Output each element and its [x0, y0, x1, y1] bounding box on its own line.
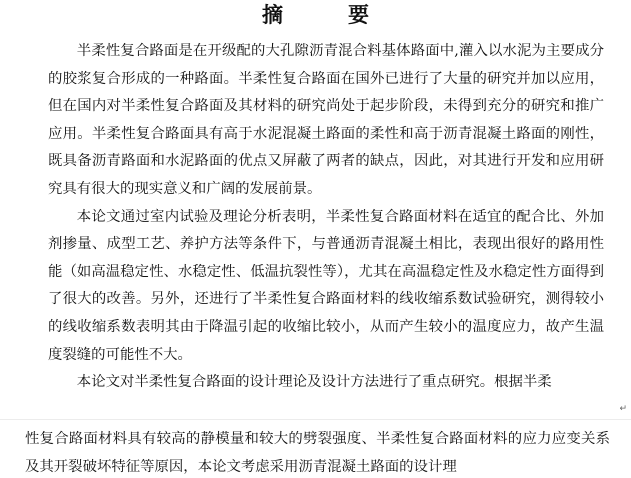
abstract-title: 摘 要 — [262, 3, 391, 27]
continued-paragraph: 性复合路面材料具有较高的静模量和较大的劈裂强度、半柔性复合路面材料的应力应变关系及其开裂破坏特征等原因，本论文考虑采用沥青混凝土路面的设计理 — [25, 431, 610, 475]
abstract-paragraph-1: 半柔性复合路面是在开级配的大孔隙沥青混合料基体路面中,灌入以水泥为主要成分的胶浆复合形成的一种路面。半柔性复合路面在国外已进行了大量的研究并加以应用，但在国内对半柔性复合路面及其材料的研究尚处于起步阶段，未得到充分的研究和推广应用。半柔性复合路面具有高于水泥混凝土路面的柔性和高于沥青混凝土路面的刚性，既具备沥青路面和水泥路面的优点又屏蔽了两者的缺点，因此，对其进行开发和应用研究具有很大的现实意义和广阔的发展前景。 — [48, 43, 604, 197]
abstract-body — [48, 38, 604, 397]
paragraph-mark-icon: ↵ — [619, 404, 627, 414]
page-divider — [0, 419, 631, 420]
abstract-paragraph-3: 本论文对半柔性复合路面的设计理论及设计方法进行了重点研究。根据半柔 — [76, 374, 552, 391]
abstract-paragraph-2: 本论文通过室内试验及理论分析表明，半柔性复合路面材料在适宜的配合比、外加剂掺量、成型工艺、养护方法等条件下，与普通沥青混凝土相比，表现出很好的路用性能（如高温稳定性、水稳定性、低温抗裂性等），尤其在高温稳定性及水稳定性方面得到了很大的改善。另外，还进行了半柔性复合路面材料的线收缩系数试验研究，测得较小的线收缩系数表明其由于降温引起的收缩比较小，从而产生较小的温度应力，故产生温度裂缝的可能性不大。 — [48, 208, 604, 363]
